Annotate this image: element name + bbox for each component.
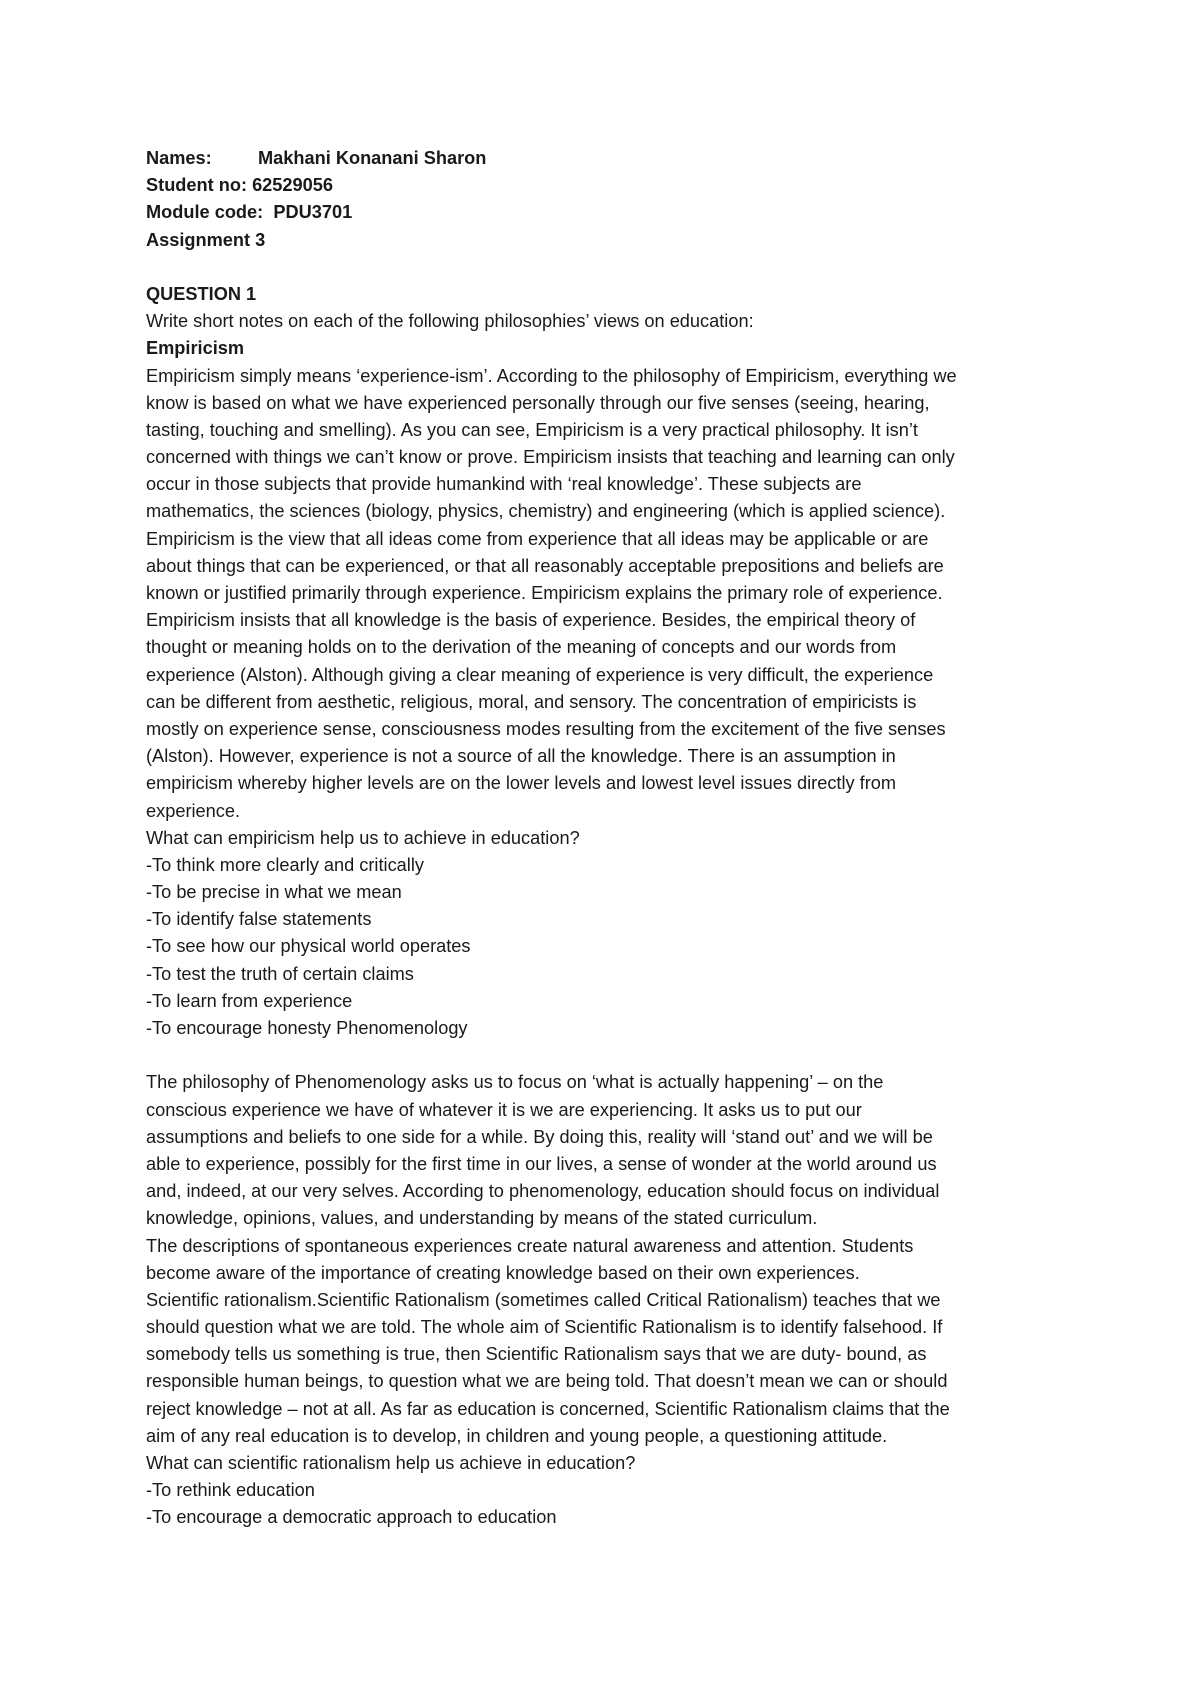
list-item: -To identify false statements (146, 909, 372, 930)
paragraph-line: responsible human beings, to question what we are being told. That doesn’t mean we can or should (146, 1371, 948, 1392)
empiricism-list (146, 852, 1086, 1042)
empiricism-question: What can empiricism help us to achieve in education? (146, 827, 580, 848)
spacer (146, 254, 1086, 281)
rationalism-question: What can scientific rationalism help us achieve in education? (146, 1453, 636, 1473)
paragraph-line: conscious experience we have of whatever it is we are experiencing. It asks us to put our (146, 1099, 862, 1120)
names-line (146, 145, 1086, 172)
paragraph-line: Empiricism is the view that all ideas come from experience that all ideas may be applicable or are (146, 528, 929, 549)
paragraph-line: should question what we are told. The whole aim of Scientific Rationalism is to identify falsehood. If (146, 1317, 943, 1338)
spacer (146, 1042, 1086, 1069)
module-code-line (146, 199, 1086, 226)
paragraph-line: aim of any real education is to develop, in children and young people, a questioning attitude. (146, 1425, 888, 1446)
paragraph-line: able to experience, possibly for the first time in our lives, a sense of wonder at the world around us (146, 1153, 937, 1174)
list-item: -To test the truth of certain claims (146, 963, 414, 984)
paragraph-line: about things that can be experienced, or that all reasonably acceptable prepositions and beliefs are (146, 555, 944, 576)
paragraph-line: knowledge, opinions, values, and understanding by means of the stated curriculum. (146, 1208, 818, 1229)
paragraph-line: somebody tells us something is true, then Scientific Rationalism says that we are duty- bound, as (146, 1344, 927, 1365)
paragraph-line: know is based on what we have experienced personally through our five senses (seeing, hearing, (146, 392, 930, 413)
document-page (146, 145, 1086, 1532)
paragraph-line: experience. (146, 800, 241, 821)
module-code-value: PDU3701 (273, 202, 353, 223)
names-value: Makhani Konanani Sharon (258, 148, 487, 168)
list-item: -To rethink education (146, 1480, 315, 1501)
list-item: -To learn from experience (146, 990, 353, 1011)
paragraph-line: tasting, touching and smelling). As you can see, Empiricism is a very practical philosophy. It isn’t (146, 419, 918, 440)
empiricism-heading: Empiricism (146, 338, 245, 359)
paragraph-line: empiricism whereby higher levels are on the lower levels and lowest level issues directly from (146, 773, 897, 794)
paragraph-line: thought or meaning holds on to the derivation of the meaning of concepts and our words from (146, 637, 897, 658)
list-item: -To encourage honesty Phenomenology (146, 1018, 468, 1038)
phenomenology-paragraph (146, 1069, 1086, 1450)
paragraph-line: The philosophy of Phenomenology asks us to focus on ‘what is actually happening’ – on the (146, 1072, 884, 1093)
paragraph-line: mathematics, the sciences (biology, physics, chemistry) and engineering (which is applied science). (146, 501, 946, 522)
paragraph-line: Empiricism simply means ‘experience-ism’. According to the philosophy of Empiricism, everything we (146, 365, 957, 386)
paragraph-line: known or justified primarily through experience. Empiricism explains the primary role of experience. (146, 583, 943, 603)
list-item: -To encourage a democratic approach to education (146, 1507, 557, 1528)
names-label: Names: (146, 148, 212, 168)
question-title: QUESTION 1 (146, 283, 257, 304)
list-item: -To think more clearly and critically (146, 854, 424, 875)
paragraph-line: and, indeed, at our very selves. According to phenomenology, education should focus on individual (146, 1181, 940, 1202)
paragraph-line: occur in those subjects that provide humankind with ‘real knowledge’. These subjects are (146, 474, 862, 495)
list-item: -To see how our physical world operates (146, 936, 471, 957)
paragraph-line: become aware of the importance of creating knowledge based on their own experiences. (146, 1262, 860, 1283)
paragraph-line: concerned with things we can’t know or prove. Empiricism insists that teaching and learning can only (146, 447, 955, 468)
paragraph-line: The descriptions of spontaneous experiences create natural awareness and attention. Students (146, 1235, 914, 1256)
paragraph-line: assumptions and beliefs to one side for a while. By doing this, reality will ‘stand out’ and we will be (146, 1126, 933, 1147)
paragraph-line: mostly on experience sense, consciousness modes resulting from the excitement of the five senses (146, 718, 946, 739)
paragraph-line: experience (Alston). Although giving a clear meaning of experience is very difficult, the experience (146, 664, 934, 685)
empiricism-paragraph (146, 363, 1086, 825)
list-item: -To be precise in what we mean (146, 882, 402, 903)
assignment-title: Assignment 3 (146, 229, 266, 250)
module-code-label: Module code: (146, 202, 264, 223)
paragraph-line: Empiricism insists that all knowledge is the basis of experience. Besides, the empirical theory of (146, 610, 916, 631)
paragraph-line: Scientific rationalism.Scientific Rationalism (sometimes called Critical Rationalism) teaches that we (146, 1289, 941, 1310)
rationalism-list (146, 1477, 1086, 1531)
student-number: Student no: 62529056 (146, 175, 333, 196)
paragraph-line: can be different from aesthetic, religious, moral, and sensory. The concentration of empiricists is (146, 691, 917, 712)
question-prompt: Write short notes on each of the following philosophies’ views on education: (146, 311, 754, 332)
paragraph-line: (Alston). However, experience is not a source of all the knowledge. There is an assumption in (146, 746, 896, 767)
paragraph-line: reject knowledge – not at all. As far as education is concerned, Scientific Rationalism claims that the (146, 1398, 950, 1419)
